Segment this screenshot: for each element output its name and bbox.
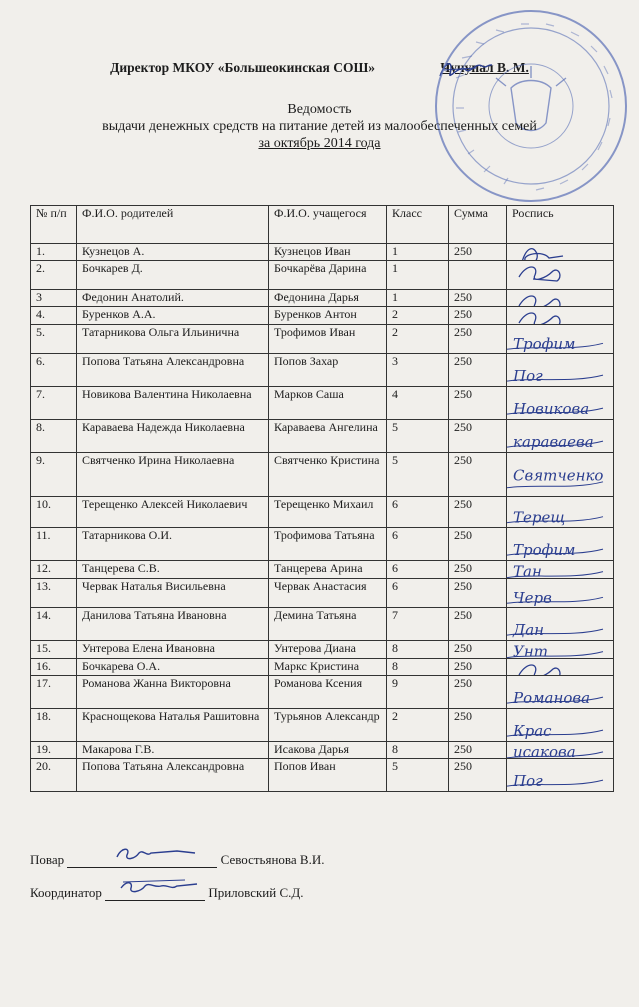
director-name: Чучупал В. М. [440, 60, 529, 75]
cell-grade: 1 [387, 290, 449, 307]
signature-text: Тан [513, 562, 542, 581]
cell-signature [507, 759, 614, 792]
table-row [31, 354, 614, 387]
cell-amount: 250 [449, 659, 507, 676]
signature-text: Новикова [513, 399, 590, 418]
cell-signature [507, 561, 614, 579]
cell-student: Святченко Кристина [269, 453, 387, 497]
cell-number: 8. [31, 420, 77, 453]
table-row [31, 659, 614, 676]
cell-number: 7. [31, 387, 77, 420]
cell-signature [507, 676, 614, 709]
signature-text: Трофим [513, 334, 576, 353]
table-row [31, 561, 614, 579]
cell-grade: 6 [387, 528, 449, 561]
cell-grade: 7 [387, 608, 449, 641]
coordinator-signature-icon [115, 874, 205, 900]
document-subtitle: выдачи денежных средств на питание детей из малообеспеченных семей [102, 119, 537, 134]
signature-text: Крас [513, 721, 552, 740]
cell-grade: 6 [387, 579, 449, 608]
cell-number: 16. [31, 659, 77, 676]
cell-student: Бочкарёва Дарина [269, 261, 387, 290]
handwritten-signature-icon [507, 261, 608, 290]
handwritten-signature-icon [507, 608, 608, 641]
cell-amount: 250 [449, 420, 507, 453]
handwritten-signature-icon [507, 290, 608, 307]
cell-number: 19. [31, 742, 77, 759]
cell-grade: 5 [387, 420, 449, 453]
cell-parent: Кузнецов А. [77, 244, 269, 261]
signature-text: Черв [513, 588, 552, 607]
cell-grade: 1 [387, 261, 449, 290]
cook-name: Севостьянова В.И. [220, 852, 325, 867]
cell-number: 6. [31, 354, 77, 387]
header-number: № п/п [31, 206, 77, 244]
cook-signature-line [67, 853, 217, 868]
cell-amount: 250 [449, 528, 507, 561]
cell-parent: Святченко Ирина Николаевна [77, 453, 269, 497]
cell-signature [507, 420, 614, 453]
cell-student: Марков Саша [269, 387, 387, 420]
signature-flourish [521, 249, 563, 261]
cell-student: Попов Иван [269, 759, 387, 792]
cell-grade: 8 [387, 742, 449, 759]
cell-number: 13. [31, 579, 77, 608]
table-row [31, 290, 614, 307]
handwritten-signature-icon [507, 244, 608, 261]
cell-number: 20. [31, 759, 77, 792]
signature-flourish [519, 296, 560, 307]
handwritten-signature-icon [507, 325, 608, 354]
cell-student: Исакова Дарья [269, 742, 387, 759]
cell-number: 14. [31, 608, 77, 641]
cell-signature [507, 742, 614, 759]
cell-signature [507, 244, 614, 261]
cell-student: Унтерова Диана [269, 641, 387, 659]
coordinator-signature-line [105, 886, 205, 901]
cell-grade: 2 [387, 325, 449, 354]
cell-parent: Новикова Валентина Николаевна [77, 387, 269, 420]
cell-signature [507, 709, 614, 742]
signature-flourish [519, 313, 560, 325]
table-row [31, 676, 614, 709]
cell-parent: Буренков А.А. [77, 307, 269, 325]
cell-grade: 8 [387, 641, 449, 659]
cell-grade: 2 [387, 709, 449, 742]
document-title: Ведомость [287, 102, 352, 117]
cell-number: 1. [31, 244, 77, 261]
cell-amount: 250 [449, 759, 507, 792]
cell-parent: Федонин Анатолий. [77, 290, 269, 307]
table-row [31, 307, 614, 325]
cell-amount: 250 [449, 561, 507, 579]
signature-text: Трофим [513, 540, 576, 559]
cell-grade: 8 [387, 659, 449, 676]
cell-number: 17. [31, 676, 77, 709]
cell-number: 3 [31, 290, 77, 307]
signature-flourish [519, 267, 560, 281]
signature-text: Дан [513, 620, 545, 639]
coordinator-signoff [30, 885, 304, 901]
cell-amount: 250 [449, 325, 507, 354]
signature-text: караваева [513, 432, 594, 451]
cell-parent: Караваева Надежда Николаевна [77, 420, 269, 453]
cell-grade: 5 [387, 453, 449, 497]
cell-parent: Татарникова О.И. [77, 528, 269, 561]
table-row [31, 528, 614, 561]
cell-grade: 2 [387, 307, 449, 325]
cell-signature [507, 387, 614, 420]
handwritten-signature-icon [507, 759, 608, 792]
cell-parent: Попова Татьяна Александровна [77, 759, 269, 792]
handwritten-signature-icon [507, 742, 608, 759]
cell-grade: 6 [387, 497, 449, 528]
coordinator-name: Приловский С.Д. [208, 885, 304, 900]
cell-signature [507, 325, 614, 354]
table-row [31, 453, 614, 497]
handwritten-signature-icon [507, 676, 608, 709]
cell-number: 15. [31, 641, 77, 659]
cell-amount: 250 [449, 742, 507, 759]
signature-text: Романова [513, 688, 591, 707]
table-row [31, 387, 614, 420]
cell-signature [507, 528, 614, 561]
cell-number: 4. [31, 307, 77, 325]
cell-student: Маркс Кристина [269, 659, 387, 676]
cell-student: Трофимова Татьяна [269, 528, 387, 561]
document-title-block [0, 101, 639, 152]
cell-parent: Терещенко Алексей Николаевич [77, 497, 269, 528]
cell-grade: 5 [387, 759, 449, 792]
cell-parent: Бочкарев Д. [77, 261, 269, 290]
cell-signature [507, 307, 614, 325]
header-student: Ф.И.О. учащегося [269, 206, 387, 244]
cell-parent: Данилова Татьяна Ивановна [77, 608, 269, 641]
cell-number: 10. [31, 497, 77, 528]
cell-amount: 250 [449, 709, 507, 742]
handwritten-signature-icon [507, 579, 608, 608]
handwritten-signature-icon [507, 528, 608, 561]
cell-parent: Танцерева С.В. [77, 561, 269, 579]
signature-text: Пог [513, 366, 543, 385]
signature-flourish [519, 665, 560, 676]
cell-parent: Бочкарева О.А. [77, 659, 269, 676]
cell-number: 18. [31, 709, 77, 742]
cell-student: Червак Анастасия [269, 579, 387, 608]
cell-grade: 6 [387, 561, 449, 579]
cell-number: 2. [31, 261, 77, 290]
table-body [31, 244, 614, 792]
cell-parent: Краснощекова Наталья Рашитовна [77, 709, 269, 742]
cell-grade: 9 [387, 676, 449, 709]
cell-signature [507, 261, 614, 290]
header-grade: Класс [387, 206, 449, 244]
cell-student: Танцерева Арина [269, 561, 387, 579]
cell-student: Трофимов Иван [269, 325, 387, 354]
handwritten-signature-icon [507, 659, 608, 676]
cell-signature [507, 659, 614, 676]
cell-amount: 250 [449, 497, 507, 528]
cell-parent: Татарникова Ольга Ильинична [77, 325, 269, 354]
cell-student: Буренков Антон [269, 307, 387, 325]
cell-number: 5. [31, 325, 77, 354]
cell-number: 11. [31, 528, 77, 561]
header-amount: Сумма [449, 206, 507, 244]
signature-text: исакова [513, 742, 576, 761]
cell-signature [507, 290, 614, 307]
handwritten-signature-icon [507, 387, 608, 420]
coordinator-label: Координатор [30, 885, 102, 900]
cell-amount: 250 [449, 290, 507, 307]
table-row [31, 641, 614, 659]
cook-label: Повар [30, 852, 65, 867]
table-header-row [31, 206, 614, 244]
handwritten-signature-icon [507, 641, 608, 659]
table-row [31, 709, 614, 742]
handwritten-signature-icon [507, 561, 608, 579]
cell-signature [507, 497, 614, 528]
cook-signoff [30, 852, 324, 868]
cell-student: Терещенко Михаил [269, 497, 387, 528]
signature-text: Терещ [513, 508, 566, 527]
cell-student: Демина Татьяна [269, 608, 387, 641]
cell-parent: Попова Татьяна Александровна [77, 354, 269, 387]
cell-signature [507, 354, 614, 387]
handwritten-signature-icon [507, 709, 608, 742]
handwritten-signature-icon [507, 497, 608, 528]
handwritten-signature-icon [507, 420, 608, 453]
table-row [31, 742, 614, 759]
cell-student: Попов Захар [269, 354, 387, 387]
cell-signature [507, 641, 614, 659]
cell-student: Федонина Дарья [269, 290, 387, 307]
table-row [31, 579, 614, 608]
table-row [31, 325, 614, 354]
table-row [31, 608, 614, 641]
cell-amount: 250 [449, 307, 507, 325]
cell-amount: 250 [449, 608, 507, 641]
cell-number: 12. [31, 561, 77, 579]
cell-student: Турьянов Александр [269, 709, 387, 742]
cell-amount: 250 [449, 579, 507, 608]
cook-signature-icon [107, 841, 197, 867]
signature-text: Пог [513, 771, 543, 790]
cell-student: Кузнецов Иван [269, 244, 387, 261]
table-row [31, 497, 614, 528]
cell-signature [507, 579, 614, 608]
document-period: за октябрь 2014 года [258, 136, 381, 151]
cell-parent: Унтерова Елена Ивановна [77, 641, 269, 659]
handwritten-signature-icon [507, 307, 608, 325]
handwritten-signature-icon [507, 354, 608, 387]
header-signature: Роспись [507, 206, 614, 244]
handwritten-signature-icon [507, 453, 608, 490]
table-row [31, 420, 614, 453]
cell-amount [449, 261, 507, 290]
cell-grade: 4 [387, 387, 449, 420]
director-position: Директор МКОУ «Большеокинская СОШ» [110, 60, 376, 75]
cell-number: 9. [31, 453, 77, 497]
table-row [31, 261, 614, 290]
cell-amount: 250 [449, 641, 507, 659]
cell-student: Романова Ксения [269, 676, 387, 709]
cell-grade: 1 [387, 244, 449, 261]
cell-student: Караваева Ангелина [269, 420, 387, 453]
cell-signature [507, 608, 614, 641]
cell-parent: Червак Наталья Висильевна [77, 579, 269, 608]
table-row [31, 759, 614, 792]
cell-signature [507, 453, 614, 497]
header-parent: Ф.И.О. родителей [77, 206, 269, 244]
cell-amount: 250 [449, 387, 507, 420]
table-row [31, 244, 614, 261]
signature-text: Святченко [513, 466, 604, 485]
payment-roster-table [30, 205, 614, 792]
cell-amount: 250 [449, 453, 507, 497]
signature-text: Унт [513, 642, 548, 661]
cell-parent: Романова Жанна Викторовна [77, 676, 269, 709]
cell-parent: Макарова Г.В. [77, 742, 269, 759]
cell-amount: 250 [449, 244, 507, 261]
cell-grade: 3 [387, 354, 449, 387]
cell-amount: 250 [449, 676, 507, 709]
cell-amount: 250 [449, 354, 507, 387]
